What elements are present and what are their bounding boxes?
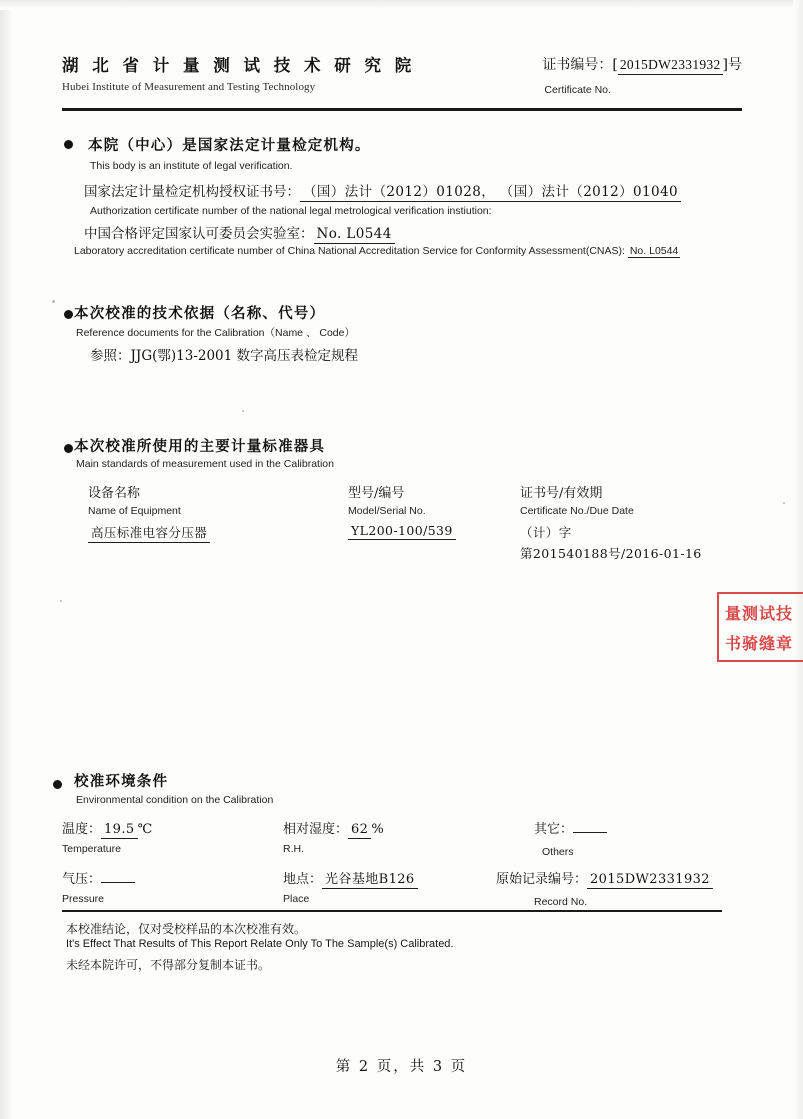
authorization-label-en: Authorization certificate number of the national legal metrological verification instiution: xyxy=(90,205,492,217)
document-header xyxy=(62,52,742,108)
note-line-3: 未经本院许可，不得部分复制本证书。 xyxy=(66,958,271,972)
certificate-number-block xyxy=(542,54,742,96)
note-line-2: It's Effect That Results of This Report Relate Only To The Sample(s) Calibrated. xyxy=(66,938,454,950)
organization-name-cn: 湖 北 省 计 量 测 试 技 术 研 究 院 xyxy=(62,56,416,75)
env-label-humidity-cn: 相对湿度： xyxy=(283,822,349,837)
authorization-line xyxy=(84,180,681,202)
env-label-pressure-cn: 气压： xyxy=(62,872,102,887)
env-value-place: 光谷基地B126 xyxy=(322,868,418,889)
cnas-label-cn: 中国合格评定国家认可委员会实验室： xyxy=(84,226,314,242)
certificate-due-row xyxy=(520,544,702,562)
env-label-temperature-en: Temperature xyxy=(62,843,121,855)
env-label-temperature-cn: 温度： xyxy=(62,822,102,837)
scan-speck xyxy=(52,300,55,303)
column-header-equipment-cn: 设备名称 xyxy=(88,486,141,501)
column-header-model-cn: 型号/编号 xyxy=(348,486,405,501)
bullet-section-1 xyxy=(64,140,73,149)
section-2-title-cn: 本次校准的技术依据（名称、代号） xyxy=(74,305,326,322)
section-4-title-en: Environmental condition on the Calibration xyxy=(76,794,274,806)
env-value-pressure xyxy=(101,872,135,883)
model-serial-value: YL200-100/539 xyxy=(348,523,456,540)
authorization-value: （国）法计（2012）01028， （国）法计（2012）01040 xyxy=(300,180,681,202)
env-label-humidity-en: R.H. xyxy=(283,843,304,855)
column-header-certificate-cn: 证书号/有效期 xyxy=(520,486,603,501)
certificate-value-line2: 第201540188号/2016-01-16 xyxy=(520,546,702,561)
scan-speck xyxy=(783,502,785,504)
certificate-value-line1: （计）字 xyxy=(520,525,572,540)
section-3-title-en: Main standards of measurement used in the Calibration xyxy=(76,458,334,470)
env-unit-temperature: ℃ xyxy=(137,822,153,837)
scan-speck xyxy=(242,410,244,412)
section-3-title-cn: 本次校准所使用的主要计量标准器具 xyxy=(74,438,326,455)
env-value-temperature: 19.5 xyxy=(101,822,138,839)
table-row xyxy=(520,523,702,541)
env-value-record: 2015DW2331932 xyxy=(587,872,713,889)
bullet-section-2 xyxy=(64,310,73,319)
env-value-humidity: 62 xyxy=(348,822,371,839)
stamp-line-1: 量测试技 xyxy=(725,604,794,623)
page-footer: 第 2 页，共 3 页 xyxy=(335,1059,468,1075)
env-unit-humidity: % xyxy=(371,822,384,837)
column-header-model-en: Model/Serial No. xyxy=(348,505,426,517)
authorization-label-cn: 国家法定计量检定机构授权证书号： xyxy=(84,184,300,200)
certificate-label-cn: 证书编号： xyxy=(542,57,613,73)
env-label-others-cn: 其它： xyxy=(534,822,574,837)
env-field-place xyxy=(283,868,418,889)
env-label-place-cn: 地点： xyxy=(283,872,323,887)
standards-column-model xyxy=(348,482,456,540)
section-4-title-cn: 校准环境条件 xyxy=(74,773,169,790)
scan-speck xyxy=(60,600,62,602)
env-field-record-no xyxy=(496,868,713,889)
certificate-number-value: 2015DW2331932 xyxy=(618,57,723,75)
env-label-record-cn: 原始记录编号： xyxy=(496,872,588,887)
env-label-pressure-en: Pressure xyxy=(62,893,105,905)
section-2-reference: 参照：JJG(鄂)13-2001 数字高压表检定规程 xyxy=(90,348,359,364)
cnas-value-en: No. L0544 xyxy=(629,245,679,257)
column-header-certificate-en: Certificate No./Due Date xyxy=(520,505,634,517)
cnas-line xyxy=(84,222,395,244)
notes-divider xyxy=(62,910,722,912)
env-field-pressure xyxy=(62,868,135,887)
bullet-section-3 xyxy=(64,444,73,453)
standards-column-equipment xyxy=(88,482,210,543)
column-header-equipment-en: Name of Equipment xyxy=(88,505,181,517)
cnas-line-en xyxy=(74,245,680,258)
standards-column-certificate xyxy=(520,482,702,562)
env-label-place-en: Place xyxy=(283,893,310,905)
certificate-label-en: Certificate No. xyxy=(544,84,611,96)
table-row xyxy=(348,523,456,540)
env-field-others xyxy=(534,818,607,837)
organization-name-en: Hubei Institute of Measurement and Testing Technology xyxy=(62,81,316,93)
cnas-value: No. L0544 xyxy=(314,226,395,244)
section-2-title-en: Reference documents for the Calibration（Name 、 Code） xyxy=(76,327,355,339)
stamp-line-2: 书骑缝章 xyxy=(725,634,794,653)
env-label-others-en: Others xyxy=(542,846,574,858)
section-1-title-en: This body is an institute of legal verification. xyxy=(90,160,293,172)
bullet-section-4 xyxy=(53,780,62,789)
env-value-others xyxy=(573,822,607,833)
env-field-temperature xyxy=(62,818,152,839)
red-seal-stamp xyxy=(717,592,803,662)
env-field-humidity xyxy=(283,818,384,839)
note-line-1: 本校准结论，仅对受校样品的本次校准有效。 xyxy=(66,922,307,936)
table-row xyxy=(88,523,210,543)
env-label-record-en: Record No. xyxy=(534,896,588,908)
header-divider xyxy=(62,108,742,111)
equipment-value: 高压标准电容分压器 xyxy=(88,523,210,543)
cnas-label-en: Laboratory accreditation certificate number of China National Accreditation Service for Conformity Assessment(CNAS): xyxy=(74,245,625,257)
bracket-close: ]号 xyxy=(722,57,742,73)
section-1-title-cn: 本院（中心）是国家法定计量检定机构。 xyxy=(88,137,371,154)
certificate-number-line xyxy=(542,54,742,75)
bracket-open: [ xyxy=(612,57,618,73)
